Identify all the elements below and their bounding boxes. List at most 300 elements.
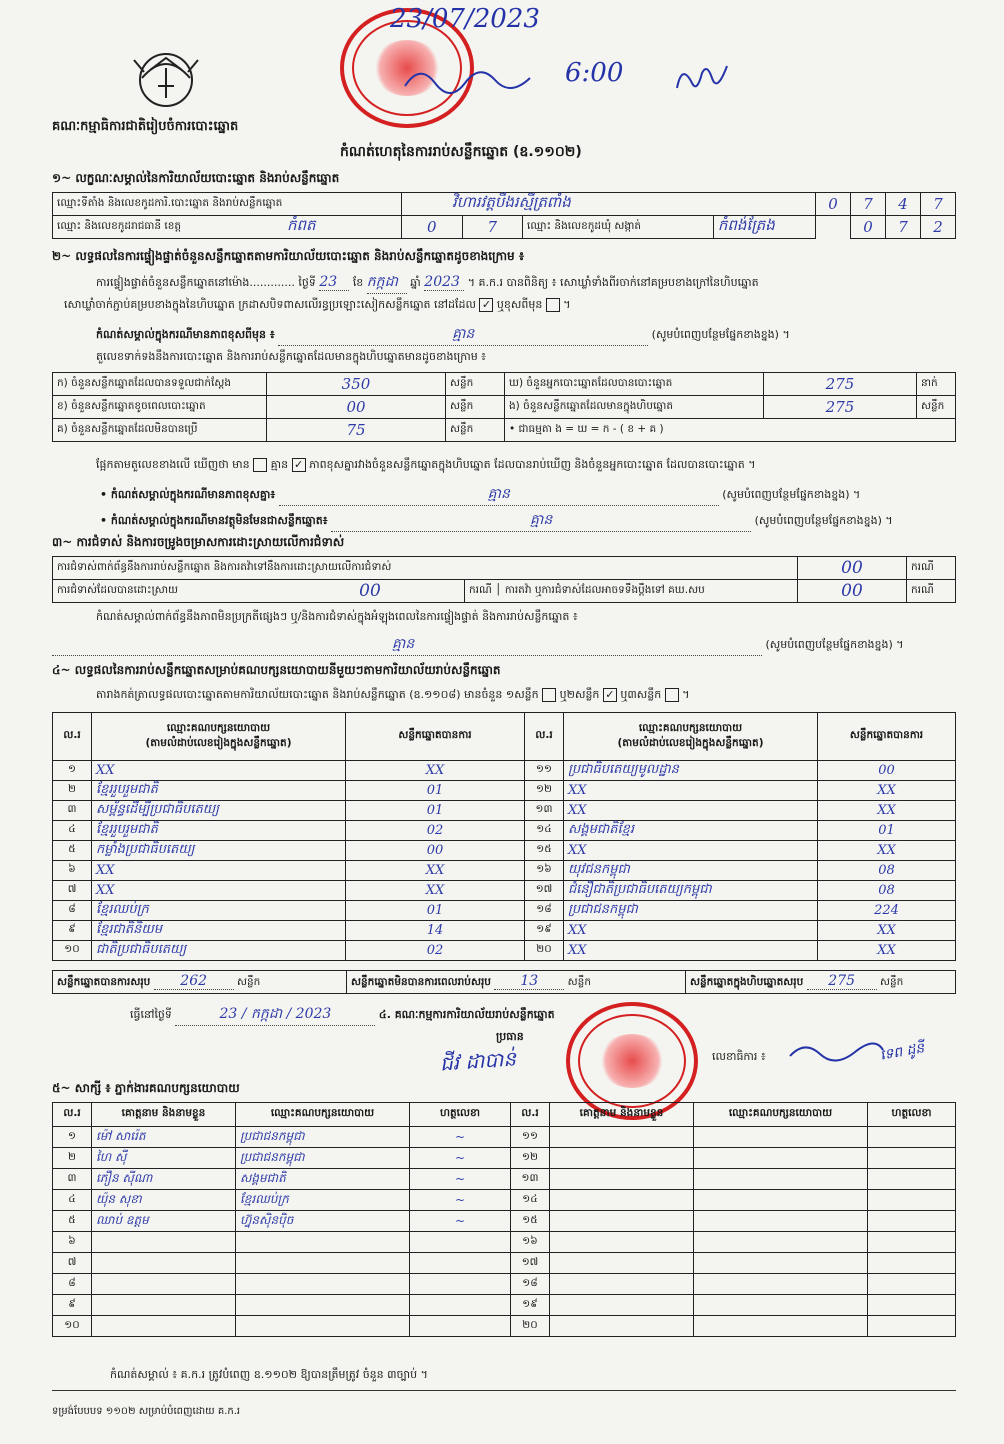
col-no: ល.រ [53, 713, 92, 761]
signing-date-label: ធ្វើនៅថ្ងៃទី [130, 1008, 172, 1021]
party-name: ខ្មែររួបរួមជាតិ [92, 821, 346, 841]
party-name: ខ្មែរជាតិនិយម [92, 921, 346, 941]
party-votes: 00 [818, 761, 956, 781]
party-name: ប្រជាជនកម្ពុជា [564, 901, 818, 921]
changed-checkbox[interactable] [546, 298, 560, 312]
secretary-signature-mark [785, 1038, 885, 1068]
province-digit: 7 [487, 218, 498, 236]
row-number: ១០ [53, 1316, 92, 1337]
section2-heading: ២~ លទ្ធផលនៃការផ្ទៀងផ្ទាត់ចំនួនសន្លឹកឆ្នោតតាមការិយាល័យបោះឆ្នោត និងរាប់សន្លឹកឆ្នោតដូចខាងក្រោម ៖ [52, 249, 525, 263]
row-number: ២០ [511, 1316, 550, 1337]
count-unit: នាក់ [917, 373, 956, 396]
one-sheet-checkbox[interactable] [542, 688, 556, 702]
two-sheet-label: ឬ២សន្លឹក [559, 688, 600, 701]
witness-table [52, 1102, 956, 1337]
witness-party [236, 1274, 410, 1295]
witness-party: ហ្វ៊ុនស៊ិនប៉ិច [236, 1211, 410, 1232]
party-name: XX [564, 841, 818, 861]
month-value: កក្កដា [367, 272, 407, 294]
totals-table [52, 970, 956, 994]
witness-name [550, 1253, 694, 1274]
stamp-time: 6:00 [565, 58, 624, 88]
total-invalid-label: សន្លឹកឆ្នោតមិនបានការពេលរាប់សរុប [351, 976, 491, 988]
difference-note-label: កំណត់សម្គាល់ក្នុងករណីមានភាពខុសពីមុន ៖ [96, 328, 275, 341]
witness-party [694, 1253, 868, 1274]
witness-signature: ~ [410, 1211, 511, 1232]
sheet-count-line: តារាងកត់ត្រាលទ្ធផលបោះឆ្នោតតាមការិយាល័យបោះឆ្នោត និងរាប់សន្លឹកឆ្នោត (ឧ.១១០៨) មានចំនួន ១សន្លឹក ឬ២សន្លឹក ✓ ឬ៣សន្លឹក ។ [96, 688, 690, 701]
witness-name [550, 1127, 694, 1148]
resolved-value: 00 [276, 580, 465, 603]
witness-row [53, 1211, 956, 1232]
seal-text: សោឃ្លាំចាក់ភ្ជាប់គម្របខាងក្នុងនៃហិបឆ្នោត ក្រដាសបិទពាសលើរន្ធប្រឡោះសៀកសន្លឹកឆ្នោត នៅដដែល [64, 298, 476, 311]
row-number: ១០ [53, 941, 92, 961]
row-number: ២ [53, 1148, 92, 1169]
witness-signature [410, 1295, 511, 1316]
committee-label: ៤. គណៈកម្មការការិយាល័យរាប់សន្លឹកឆ្នោត [378, 1008, 555, 1021]
party-votes: 08 [818, 881, 956, 901]
section1-table [52, 192, 956, 239]
footer-divider [52, 1390, 956, 1391]
witness-signature [868, 1316, 956, 1337]
appeal-value: 00 [798, 580, 907, 603]
difference-note-value: គ្មាន [278, 324, 648, 346]
objections-table [52, 556, 956, 603]
witness-signature [868, 1190, 956, 1211]
witness-row [53, 1274, 956, 1295]
witness-party [236, 1295, 410, 1316]
row-number: ១២ [511, 1148, 550, 1169]
col-no: ល.រ [53, 1103, 92, 1127]
total-unit: សន្លឹក [880, 976, 904, 988]
location-digit: 0 [816, 193, 851, 216]
secretary-label: លេខាធិការ ៖ [712, 1050, 766, 1063]
objection-label: ការជំទាស់ពាក់ព័ន្ធនឹងការរាប់សន្លឹកឆ្នោត និងការតវ៉ាទៅនឹងការដោះស្រាយលើការជំទាស់ [53, 557, 798, 580]
witness-name [550, 1232, 694, 1253]
witness-signature [868, 1253, 956, 1274]
difference-note-2 [100, 484, 860, 506]
results-table [52, 712, 956, 961]
witness-row [53, 1253, 956, 1274]
foreign-object-note [100, 510, 893, 532]
fill-back-note: (សូមបំពេញបន្ថែមផ្នែកខាងខ្នង) ។ [765, 638, 904, 651]
total-invalid-value: 13 [494, 973, 564, 990]
col-party: ឈ្មោះគណបក្សនយោបាយ [236, 1103, 410, 1127]
province-digit: 0 [402, 216, 463, 238]
witness-party: សង្គមជាតិ [236, 1169, 410, 1190]
row-number: ៦ [53, 861, 92, 881]
row-number: ១៥ [511, 1211, 550, 1232]
witness-party [694, 1295, 868, 1316]
witness-signature: ~ [410, 1127, 511, 1148]
results-row [53, 781, 956, 801]
party-name: XX [564, 781, 818, 801]
party-name: ជំនឿជាតិប្រជាធិបតេយ្យកម្ពុជា [564, 881, 818, 901]
col-party: ឈ្មោះគណបក្សនយោបាយ [694, 1103, 868, 1127]
row-number: ១៩ [525, 921, 564, 941]
witness-row [53, 1295, 956, 1316]
row-number: ១៦ [525, 861, 564, 881]
difference-note-line [96, 324, 790, 346]
results-row [53, 801, 956, 821]
row-number: ១៧ [525, 881, 564, 901]
witness-name [92, 1316, 236, 1337]
resolved-label: ការជំទាស់ដែលបានដោះស្រាយ [53, 580, 277, 603]
party-votes: 02 [346, 821, 525, 841]
witness-row [53, 1190, 956, 1211]
province-cell [53, 216, 402, 239]
row-number: ១១ [511, 1127, 550, 1148]
year-value: 2023 [424, 274, 464, 291]
witness-name: ហៃ ស៊ី [92, 1148, 236, 1169]
row-number: ៧ [53, 1253, 92, 1274]
location-digit: 7 [921, 193, 956, 216]
row-number: ៥ [53, 1211, 92, 1232]
party-votes: XX [818, 801, 956, 821]
irregularity-note-line [52, 634, 956, 656]
row-number: ៤ [53, 1190, 92, 1211]
witness-party [694, 1274, 868, 1295]
secretary-signature: ទេព ដូនី [878, 1040, 926, 1064]
chair-label: ប្រធាន [496, 1030, 524, 1043]
row-number: ១១ [525, 761, 564, 781]
fill-back-note: (សូមបំពេញបន្ថែមផ្នែកខាងខ្នង) ។ [651, 328, 790, 341]
witness-signature [868, 1148, 956, 1169]
witness-party [694, 1148, 868, 1169]
witness-name [550, 1169, 694, 1190]
col-votes: សន្លឹកឆ្នោតបានការ [346, 713, 525, 761]
section5-heading: ៥~ សាក្សី ៖ ភ្នាក់ងារគណបក្សនយោបាយ [52, 1081, 240, 1095]
row-number: ៩ [53, 1295, 92, 1316]
objection-value: 00 [798, 557, 907, 580]
witness-name [550, 1316, 694, 1337]
results-row [53, 921, 956, 941]
party-name: យុវជនកម្ពុជា [564, 861, 818, 881]
row-number: ១៥ [525, 841, 564, 861]
location-digit: 7 [851, 193, 886, 216]
row-number: ១៦ [511, 1232, 550, 1253]
party-votes: 00 [346, 841, 525, 861]
row-number: ៥ [53, 841, 92, 861]
party-name: ជាតិប្រជាធិបតេយ្យ [92, 941, 346, 961]
results-row [53, 881, 956, 901]
party-votes: 01 [346, 901, 525, 921]
row-number: ១៨ [511, 1274, 550, 1295]
row-number: ៤ [53, 821, 92, 841]
results-row [53, 841, 956, 861]
total-box-cell [686, 971, 956, 994]
stamp-scribble [400, 58, 550, 98]
party-name: XX [564, 801, 818, 821]
counts-table [52, 372, 956, 442]
witness-party: ខ្មែរឈប់ក្រ [236, 1190, 410, 1211]
party-name: XX [564, 921, 818, 941]
witness-name [92, 1274, 236, 1295]
committee-name: គណៈកម្មាធិការជាតិរៀបចំការបោះឆ្នោត [52, 119, 239, 134]
count-label: ខ) ចំនួនសន្លឹកឆ្នោតខូចពេលបោះឆ្នោត [53, 396, 267, 419]
summary-intro: តួលេខទាក់ទងនឹងការបោះឆ្នោត និងការរាប់សន្លឹកឆ្នោតដែលមានក្នុងហិបឆ្នោតមានដូចខាងក្រោម ៖ [96, 350, 487, 363]
col-party-title: ឈ្មោះគណបក្សនយោបាយ [166, 721, 271, 734]
witness-party [236, 1232, 410, 1253]
page-title: កំណត់ហេតុនៃការរាប់សន្លឹកឆ្នោត (ឧ.១១០២) [340, 144, 582, 160]
count-label: ឃ) ចំនួនអ្នកបោះឆ្នោតដែលបានបោះឆ្នោត [505, 373, 764, 396]
difference-value-2: គ្មាន [279, 484, 719, 506]
col-party-sub: (តាមលំដាប់លេខរៀងក្នុងសន្លឹកឆ្នោត) [617, 736, 764, 749]
party-votes: 01 [346, 801, 525, 821]
witness-party [694, 1169, 868, 1190]
witness-signature [410, 1232, 511, 1253]
witness-party: ប្រជាជនកម្ពុជា [236, 1148, 410, 1169]
no-difference-checkbox[interactable]: ✓ [292, 458, 306, 472]
party-votes: 224 [818, 901, 956, 921]
row-number: ១ [53, 761, 92, 781]
party-name: សម្ព័ន្ធដើម្បីប្រជាធិបតេយ្យ [92, 801, 346, 821]
witness-row [53, 1316, 956, 1337]
commune-digit: 2 [921, 216, 956, 239]
count-value: 350 [267, 373, 446, 396]
signing-date-value: 23 / កក្កដា / 2023 [175, 1004, 375, 1026]
witness-party [694, 1211, 868, 1232]
objection-unit: ករណី [907, 557, 956, 580]
witness-signature [410, 1316, 511, 1337]
verification-line-2: សោឃ្លាំចាក់ភ្ជាប់គម្របខាងក្នុងនៃហិបឆ្នោត ក្រដាសបិទពាសលើរន្ធប្រឡោះសៀកសន្លឹកឆ្នោត នៅដដែល ✓ ឬខុសពីមុន ។ [64, 298, 571, 311]
witness-party [694, 1316, 868, 1337]
results-row [53, 761, 956, 781]
fill-back-note: (សូមបំពេញបន្ថែមផ្នែកខាងខ្នង) ។ [754, 514, 893, 527]
day-value: 23 [319, 274, 349, 291]
count-value: 75 [267, 419, 446, 442]
party-votes: XX [818, 781, 956, 801]
total-box-value: 275 [807, 973, 877, 990]
changed-label: ឬខុសពីមុន [496, 298, 543, 311]
witness-name: ឈាប់ ឧត្តម [92, 1211, 236, 1232]
col-sign: ហត្ថលេខា [868, 1103, 956, 1127]
col-party-sub: (តាមលំដាប់លេខរៀងក្នុងសន្លឹកឆ្នោត) [145, 736, 292, 749]
row-number: ៨ [53, 1274, 92, 1295]
party-votes: XX [346, 881, 525, 901]
party-votes: XX [346, 861, 525, 881]
count-label: ង) ចំនួនសន្លឹកឆ្នោតដែលមានក្នុងហិបឆ្នោត [505, 396, 764, 419]
appeal-unit: ករណី [907, 580, 956, 603]
witness-name [550, 1295, 694, 1316]
total-valid-cell [53, 971, 347, 994]
row-number: ១៩ [511, 1295, 550, 1316]
row-number: ៣ [53, 1169, 92, 1190]
fill-back-note: (សូមបំពេញបន្ថែមផ្នែកខាងខ្នង) ។ [722, 488, 861, 501]
col-votes: សន្លឹកឆ្នោតបានការ [818, 713, 956, 761]
total-box-label: សន្លឹកឆ្នោតក្នុងហិបឆ្នោតសរុប [690, 976, 804, 988]
witness-signature: ~ [410, 1148, 511, 1169]
foreign-object-label: • កំណត់សម្គាល់ក្នុងករណីមានវត្ថុមិនមែនជាសន្លឹកឆ្នោត៖ [100, 514, 328, 527]
party-votes: XX [818, 921, 956, 941]
three-sheet-label: ឬ៣សន្លឹក [620, 688, 662, 701]
no-difference-label: គ្មាន [270, 458, 289, 471]
row-number: ៩ [53, 921, 92, 941]
discrepancy-text: ភាពខុសគ្នារវាងចំនួនសន្លឹកឆ្នោតក្នុងហិបឆ្នោត ដែលបានរាប់ឃើញ និងចំនួនអ្នកបោះឆ្នោត ដែលបានបោះឆ្នោត ។ [309, 458, 756, 471]
witness-signature: ~ [410, 1190, 511, 1211]
count-label: ក) ចំនួនសន្លឹកឆ្នោតដែលបានទទួលជាក់ស្តែង [53, 373, 267, 396]
witness-party [694, 1127, 868, 1148]
witness-signature [868, 1274, 956, 1295]
row-number: ២០ [525, 941, 564, 961]
witness-name [550, 1274, 694, 1295]
results-row [53, 821, 956, 841]
witness-name [550, 1148, 694, 1169]
party-votes: XX [818, 841, 956, 861]
section4-heading: ៤~ លទ្ធផលនៃការរាប់សន្លឹកឆ្នោតសម្រាប់គណបក្សនយោបាយនីមួយៗតាមការិយាល័យរាប់សន្លឹកឆ្នោត [52, 663, 501, 677]
col-party [92, 713, 346, 761]
location-digit: 4 [886, 193, 921, 216]
same-checkbox[interactable]: ✓ [479, 298, 493, 312]
row-number: ២ [53, 781, 92, 801]
count-value: 275 [764, 373, 917, 396]
witness-signature [868, 1232, 956, 1253]
party-name: XX [564, 941, 818, 961]
witness-party [694, 1190, 868, 1211]
witness-row [53, 1148, 956, 1169]
witness-row [53, 1232, 956, 1253]
col-party [564, 713, 818, 761]
party-name: សង្គមជាតិខ្មែរ [564, 821, 818, 841]
total-unit: សន្លឹក [567, 976, 591, 988]
total-valid-value: 262 [154, 973, 234, 990]
row-number: ៣ [53, 801, 92, 821]
witness-party [236, 1316, 410, 1337]
appeal-label-text: ការតវ៉ា ឬការជំទាស់ដែលអាចទទឹងប្តឹងទៅ គឃ.សប [504, 583, 705, 596]
total-unit: សន្លឹក [237, 976, 261, 988]
count-unit: សន្លឹក [446, 419, 505, 442]
total-invalid-cell [347, 971, 686, 994]
witness-name: យ៉ុន សុខា [92, 1190, 236, 1211]
party-votes: XX [818, 941, 956, 961]
commune-label: ឈ្មោះ និងលេខកូដឃុំ សង្កាត់ [523, 216, 714, 239]
irregularity-note-label: កំណត់សម្គាល់ពាក់ព័ន្ធនឹងភាពមិនប្រក្រតីផ្សេងៗ ឬ/និងការជំទាស់ក្នុងអំឡុងពេលនៃការផ្ទៀងផ្ទាត់ និងការរាប់សន្លឹកឆ្នោត ៖ [96, 610, 578, 623]
verification-text: ។ គ.ក.រ បានពិនិត្យ ៖ សោឃ្លាំទាំងពីរចាក់នៅគម្របខាងក្រៅនៃហិបឆ្នោត [467, 276, 759, 289]
commune-digit: 7 [886, 216, 921, 239]
row-number: ១៤ [525, 821, 564, 841]
count-value: 00 [267, 396, 446, 419]
witness-signature [868, 1127, 956, 1148]
formula-note: • ជាធម្មតា ង = ឃ = ក - ( ខ + គ ) [505, 419, 956, 442]
results-row [53, 861, 956, 881]
witness-name: ម៉ៅ សារ៉េត [92, 1127, 236, 1148]
row-number: ១៧ [511, 1253, 550, 1274]
month-label: ខែ [352, 276, 364, 289]
party-votes: 14 [346, 921, 525, 941]
irregularity-note-value: គ្មាន [52, 634, 762, 656]
province-label: ឈ្មោះ និងលេខកូដរាជធានី ខេត្ត [57, 219, 182, 232]
row-number: ១៣ [525, 801, 564, 821]
party-votes: XX [346, 761, 525, 781]
form-footer: ទម្រង់បែបបទ ១១០២ សម្រាប់បំពេញដោយ គ.ក.រ [52, 1406, 241, 1417]
province-value: កំពត [287, 216, 316, 234]
row-number: ១៨ [525, 901, 564, 921]
party-votes: 01 [346, 781, 525, 801]
witness-name: ភឿន ស៊ីណា [92, 1169, 236, 1190]
province-code-cell [402, 216, 523, 239]
results-row [53, 901, 956, 921]
difference-label-2: • កំណត់សម្គាល់ក្នុងករណីមានភាពខុសគ្នា៖ [100, 488, 276, 501]
party-name: XX [92, 861, 346, 881]
col-party-title: ឈ្មោះគណបក្សនយោបាយ [638, 721, 743, 734]
verification-line-1 [96, 272, 759, 294]
col-name: គោត្តនាម និងនាមខ្លួន [550, 1103, 694, 1127]
col-name: គោត្តនាម និងនាមខ្លួន [92, 1103, 236, 1127]
witness-signature [868, 1295, 956, 1316]
committee-logo [128, 40, 204, 110]
chair-signature: ជីវ ដាបាន់ [439, 1046, 517, 1076]
row-number: ១ [53, 1127, 92, 1148]
has-difference-checkbox[interactable] [253, 458, 267, 472]
verification-time-label: ការផ្ទៀងផ្ទាត់ចំនួនសន្លឹកឆ្នោតនៅម៉ោង............. ថ្ងៃទី [96, 276, 316, 289]
party-name: ប្រជាធិបតេយ្យមូលដ្ឋាន [564, 761, 818, 781]
commune-value: កំពង់ត្រែង [713, 216, 815, 239]
witness-name [550, 1211, 694, 1232]
witness-signature: ~ [410, 1169, 511, 1190]
row-number: ៦ [53, 1232, 92, 1253]
discrepancy-label: ផ្អែកតាមតួលេខខាងលើ ឃើញថា មាន [96, 458, 250, 471]
witness-signature [868, 1211, 956, 1232]
discrepancy-line [96, 458, 755, 474]
witness-name [92, 1253, 236, 1274]
col-no: ល.រ [511, 1103, 550, 1127]
count-value: 275 [764, 396, 917, 419]
year-label: ឆ្នាំ [410, 276, 421, 289]
results-row [53, 941, 956, 961]
section3-heading: ៣~ ការជំទាស់ និងការចម្រូងចម្រាសការដោះស្រាយលើការជំទាស់ [52, 535, 345, 549]
col-no: ល.រ [525, 713, 564, 761]
party-name: កម្លាំងប្រជាធិបតេយ្យ [92, 841, 346, 861]
party-votes: 02 [346, 941, 525, 961]
row-number: ៨ [53, 901, 92, 921]
witness-signature [410, 1274, 511, 1295]
witness-name [92, 1232, 236, 1253]
section1-heading: ១~ លក្ខណៈសម្គាល់នៃការិយាល័យបោះឆ្នោត និងរាប់សន្លឹកឆ្នោត [52, 171, 340, 185]
initial-signature [672, 58, 732, 98]
witness-party [236, 1253, 410, 1274]
witness-row [53, 1127, 956, 1148]
foreign-object-value: គ្មាន [331, 510, 751, 532]
count-unit: សន្លឹក [446, 373, 505, 396]
signing-date-line [130, 1004, 555, 1026]
commune-digit: 0 [851, 216, 886, 239]
location-value: វិហារវត្តបឹងរស្មីត្រពាំង [402, 193, 816, 216]
party-votes: 01 [818, 821, 956, 841]
count-unit: សន្លឹក [446, 396, 505, 419]
sheet-count-text: តារាងកត់ត្រាលទ្ធផលបោះឆ្នោតតាមការិយាល័យបោះឆ្នោត និងរាប់សន្លឹកឆ្នោត (ឧ.១១០៨) មានចំនួន ១សន្លឹក [96, 688, 539, 701]
row-number: ១៣ [511, 1169, 550, 1190]
three-sheet-checkbox[interactable] [665, 688, 679, 702]
stamp-date: 23/07/2023 [390, 4, 540, 34]
witness-party [694, 1232, 868, 1253]
party-name: XX [92, 881, 346, 901]
witness-name [92, 1295, 236, 1316]
completion-note: កំណត់សម្គាល់ ៖ គ.ក.រ ត្រូវបំពេញ ឧ.១១០២ ឱ្យបានត្រឹមត្រូវ ចំនួន ៣ច្បាប់ ។ [110, 1368, 428, 1381]
party-votes: 08 [818, 861, 956, 881]
col-sign: ហត្ថលេខា [410, 1103, 511, 1127]
party-name: ខ្មែររួបរួមជាតិ [92, 781, 346, 801]
row-number: ១២ [525, 781, 564, 801]
count-label: គ) ចំនួនសន្លឹកឆ្នោតដែលមិនបានប្រើ [53, 419, 267, 442]
count-unit: សន្លឹក [917, 396, 956, 419]
party-name: XX [92, 761, 346, 781]
party-name: ខ្មែរឈប់ក្រ [92, 901, 346, 921]
two-sheet-checkbox[interactable]: ✓ [603, 688, 617, 702]
resolved-unit: ករណី [469, 583, 492, 596]
witness-signature [868, 1169, 956, 1190]
appeal-label: ករណី │ ការតវ៉ា ឬការជំទាស់ដែលអាចទទឹងប្តឹងទៅ គឃ.សប [465, 580, 798, 603]
witness-party: ប្រជាជនកម្ពុជា [236, 1127, 410, 1148]
location-label: ឈ្មោះទីតាំង និងលេខកូដការិ.បោះឆ្នោត និងរាប់សន្លឹកឆ្នោត [53, 193, 402, 216]
